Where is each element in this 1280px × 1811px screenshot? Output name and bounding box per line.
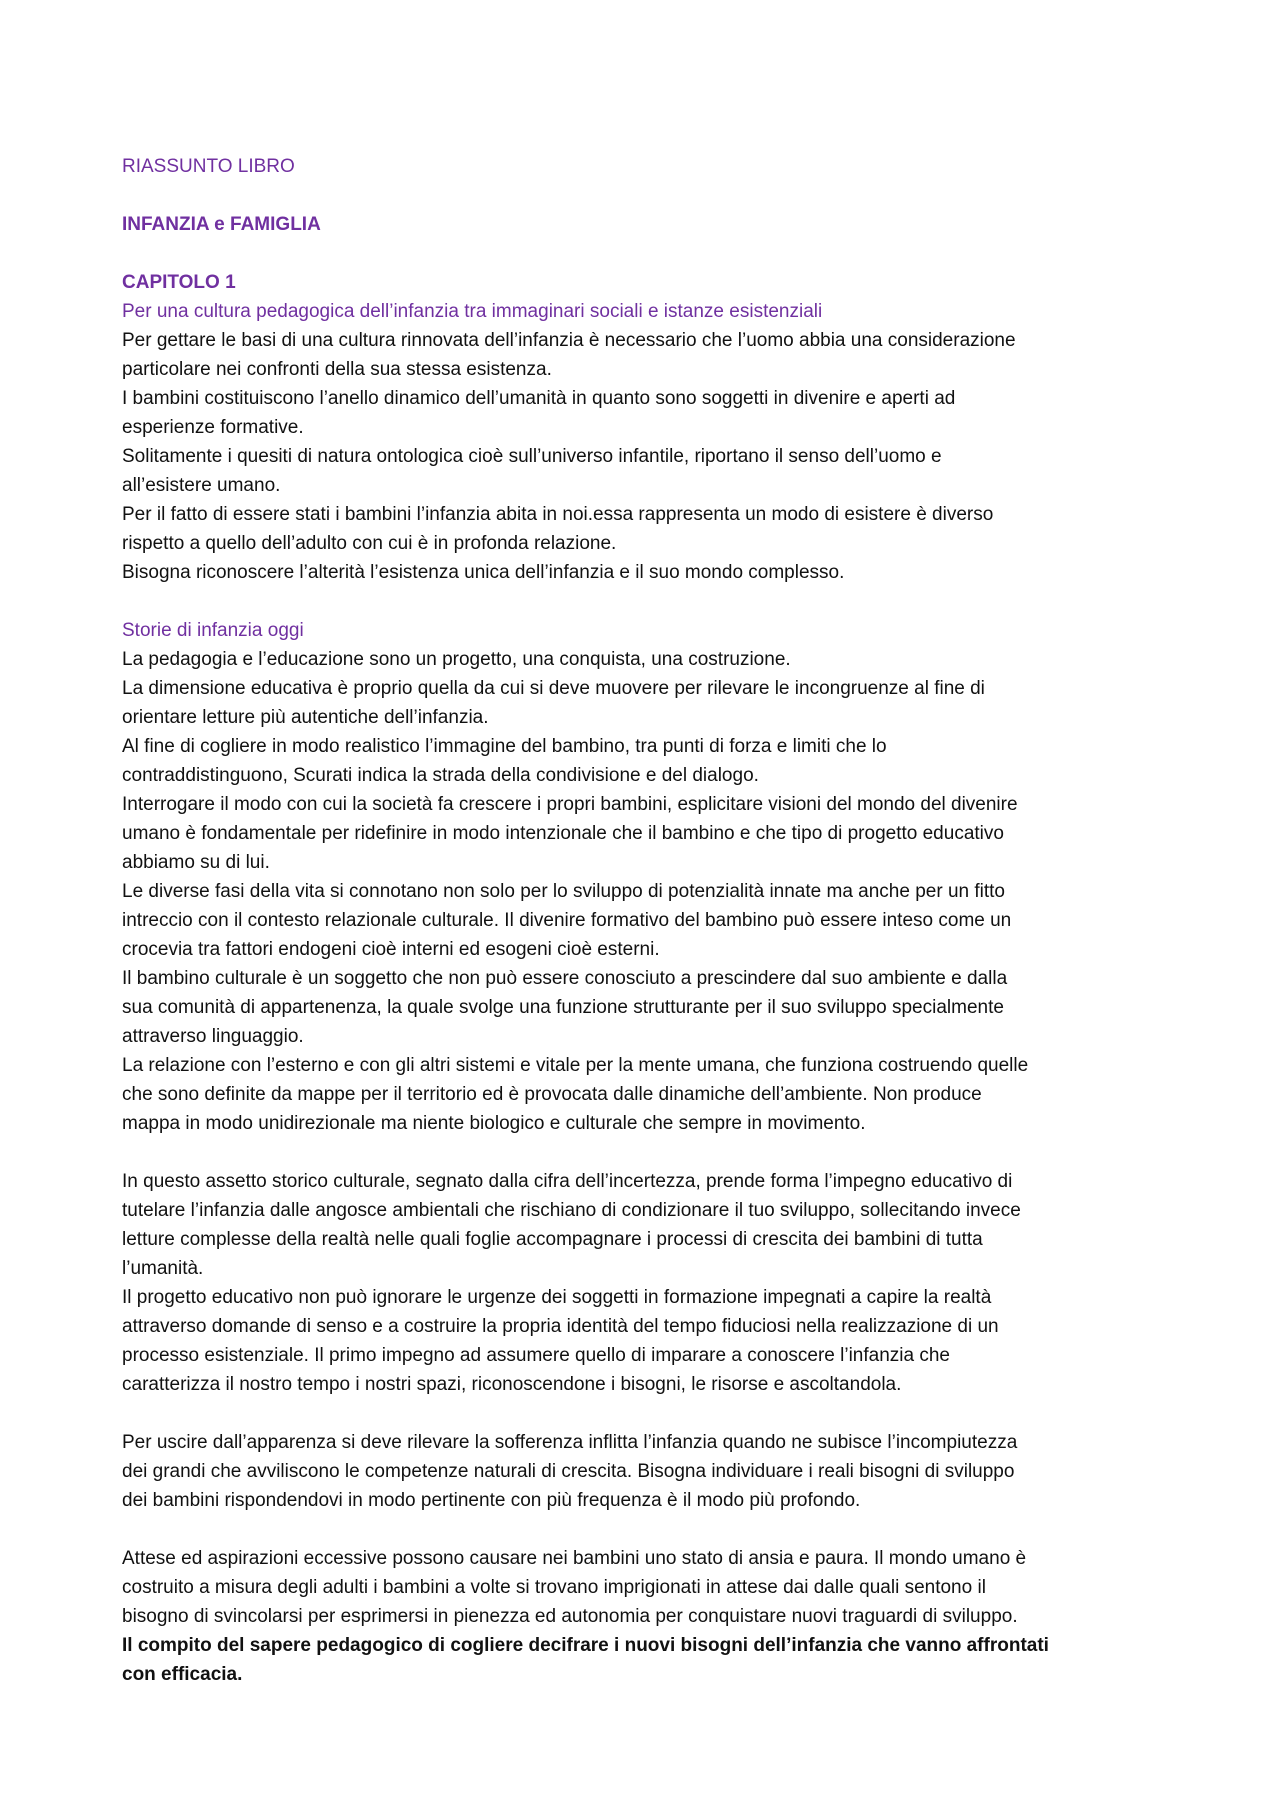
- text-line: In questo assetto storico culturale, segnato dalla cifra dell’incertezza, prende forma l’impegno educativo di: [122, 1171, 1013, 1192]
- text-line: Per gettare le basi di una cultura rinnovata dell’infanzia è necessario che l’uomo abbia una considerazione: [122, 330, 1016, 351]
- chapter-subtitle: Per una cultura pedagogica dell’infanzia tra immaginari sociali e istanze esistenziali: [122, 301, 823, 322]
- text-line: rispetto a quello dell’adulto con cui è in profonda relazione.: [122, 533, 617, 554]
- text-line: processo esistenziale. Il primo impegno ad assumere quello di imparare a conoscere l’infanzia che: [122, 1345, 950, 1366]
- text-line: dei bambini rispondendovi in modo pertinente con più frequenza è il modo più profondo.: [122, 1490, 861, 1511]
- text-line: all’esistere umano.: [122, 475, 281, 496]
- text-line: costruito a misura degli adulti i bambini a volte si trovano imprigionati in attese dai dalle quali sentono il: [122, 1577, 986, 1598]
- text-line: sua comunità di appartenenza, la quale svolge una funzione strutturante per il suo sviluppo specialmente: [122, 997, 1004, 1018]
- text-line: Per il fatto di essere stati i bambini l’infanzia abita in noi.essa rappresenta un modo di esistere è diverso: [122, 504, 994, 525]
- spacer: [122, 1138, 1162, 1167]
- text-line: Attese ed aspirazioni eccessive possono causare nei bambini uno stato di ansia e paura. Il mondo umano è: [122, 1548, 1027, 1569]
- text-line: attraverso domande di senso e a costruire la propria identità del tempo fiduciosi nella realizzazione di un: [122, 1316, 999, 1337]
- chapter-heading: CAPITOLO 1: [122, 272, 236, 293]
- text-line: Al fine di cogliere in modo realistico l’immagine del bambino, tra punti di forza e limiti che lo: [122, 736, 887, 757]
- paragraph-3: [122, 1428, 1162, 1515]
- spacer: [122, 1515, 1162, 1544]
- section-paragraph: [122, 645, 1162, 1138]
- spacer: [122, 587, 1162, 616]
- text-line: particolare nei confronti della sua stessa esistenza.: [122, 359, 552, 380]
- text-line: caratterizza il nostro tempo i nostri spazi, riconoscendone i bisogni, le risorse e ascoltandola.: [122, 1374, 902, 1395]
- text-line: attraverso linguaggio.: [122, 1026, 304, 1047]
- text-line: crocevia tra fattori endogeni cioè interni ed esogeni cioè esterni.: [122, 939, 660, 960]
- text-line: Interrogare il modo con cui la società fa crescere i propri bambini, esplicitare visioni del mondo del divenire: [122, 794, 1018, 815]
- document-label: RIASSUNTO LIBRO: [122, 156, 295, 177]
- text-line: La relazione con l’esterno e con gli altri sistemi e vitale per la mente umana, che funziona costruendo quelle: [122, 1055, 1029, 1076]
- text-line: Il bambino culturale è un soggetto che non può essere conosciuto a prescindere dal suo ambiente e dalla: [122, 968, 1008, 989]
- text-line: tutelare l’infanzia dalle angosce ambientali che rischiano di condizionare il tuo sviluppo, sollecitando invece: [122, 1200, 1021, 1221]
- paragraph-4: [122, 1544, 1162, 1689]
- spacer: [122, 181, 1162, 210]
- text-line: Bisogna riconoscere l’alterità l’esistenza unica dell’infanzia e il suo mondo complesso.: [122, 562, 845, 583]
- text-line: orientare letture più autentiche dell’infanzia.: [122, 707, 489, 728]
- bold-text-line: con efficacia.: [122, 1664, 243, 1685]
- text-line: che sono definite da mappe per il territorio ed è provocata dalle dinamiche dell’ambiente. Non produce: [122, 1084, 982, 1105]
- text-line: abbiamo su di lui.: [122, 852, 270, 873]
- text-line: Solitamente i quesiti di natura ontologica cioè sull’universo infantile, riportano il senso dell’uomo e: [122, 446, 942, 467]
- spacer: [122, 1399, 1162, 1428]
- text-line: Il progetto educativo non può ignorare le urgenze dei soggetti in formazione impegnati a capire la realtà: [122, 1287, 992, 1308]
- paragraph-2: [122, 1167, 1162, 1399]
- bold-text-line: Il compito del sapere pedagogico di cogliere decifrare i nuovi bisogni dell’infanzia che vanno affrontati: [122, 1635, 1049, 1656]
- spacer: [122, 239, 1162, 268]
- text-line: Per uscire dall’apparenza si deve rilevare la sofferenza inflitta l’infanzia quando ne subisce l’incompiutezza: [122, 1432, 1018, 1453]
- section-heading: Storie di infanzia oggi: [122, 620, 304, 641]
- text-line: La dimensione educativa è proprio quella da cui si deve muovere per rilevare le incongruenze al fine di: [122, 678, 985, 699]
- text-line: La pedagogia e l’educazione sono un progetto, una conquista, una costruzione.: [122, 649, 791, 670]
- document-page: [122, 152, 1162, 1689]
- text-line: mappa in modo unidirezionale ma niente biologico e culturale che sempre in movimento.: [122, 1113, 866, 1134]
- text-line: umano è fondamentale per ridefinire in modo intenzionale che il bambino e che tipo di progetto educativo: [122, 823, 1004, 844]
- book-title: INFANZIA e FAMIGLIA: [122, 214, 321, 235]
- intro-paragraph: [122, 326, 1162, 587]
- text-line: Le diverse fasi della vita si connotano non solo per lo sviluppo di potenzialità innate ma anche per un fitto: [122, 881, 1005, 902]
- text-line: bisogno di svincolarsi per esprimersi in pienezza ed autonomia per conquistare nuovi traguardi di sviluppo.: [122, 1606, 1018, 1627]
- text-line: I bambini costituiscono l’anello dinamico dell’umanità in quanto sono soggetti in divenire e aperti ad: [122, 388, 956, 409]
- text-line: dei grandi che avviliscono le competenze naturali di crescita. Bisogna individuare i reali bisogni di sviluppo: [122, 1461, 1015, 1482]
- text-line: esperienze formative.: [122, 417, 304, 438]
- text-line: letture complesse della realtà nelle quali foglie accompagnare i processi di crescita dei bambini di tutta: [122, 1229, 983, 1250]
- text-line: intreccio con il contesto relazionale culturale. Il divenire formativo del bambino può essere inteso come un: [122, 910, 1012, 931]
- text-line: l’umanità.: [122, 1258, 204, 1279]
- text-line: contraddistinguono, Scurati indica la strada della condivisione e del dialogo.: [122, 765, 759, 786]
